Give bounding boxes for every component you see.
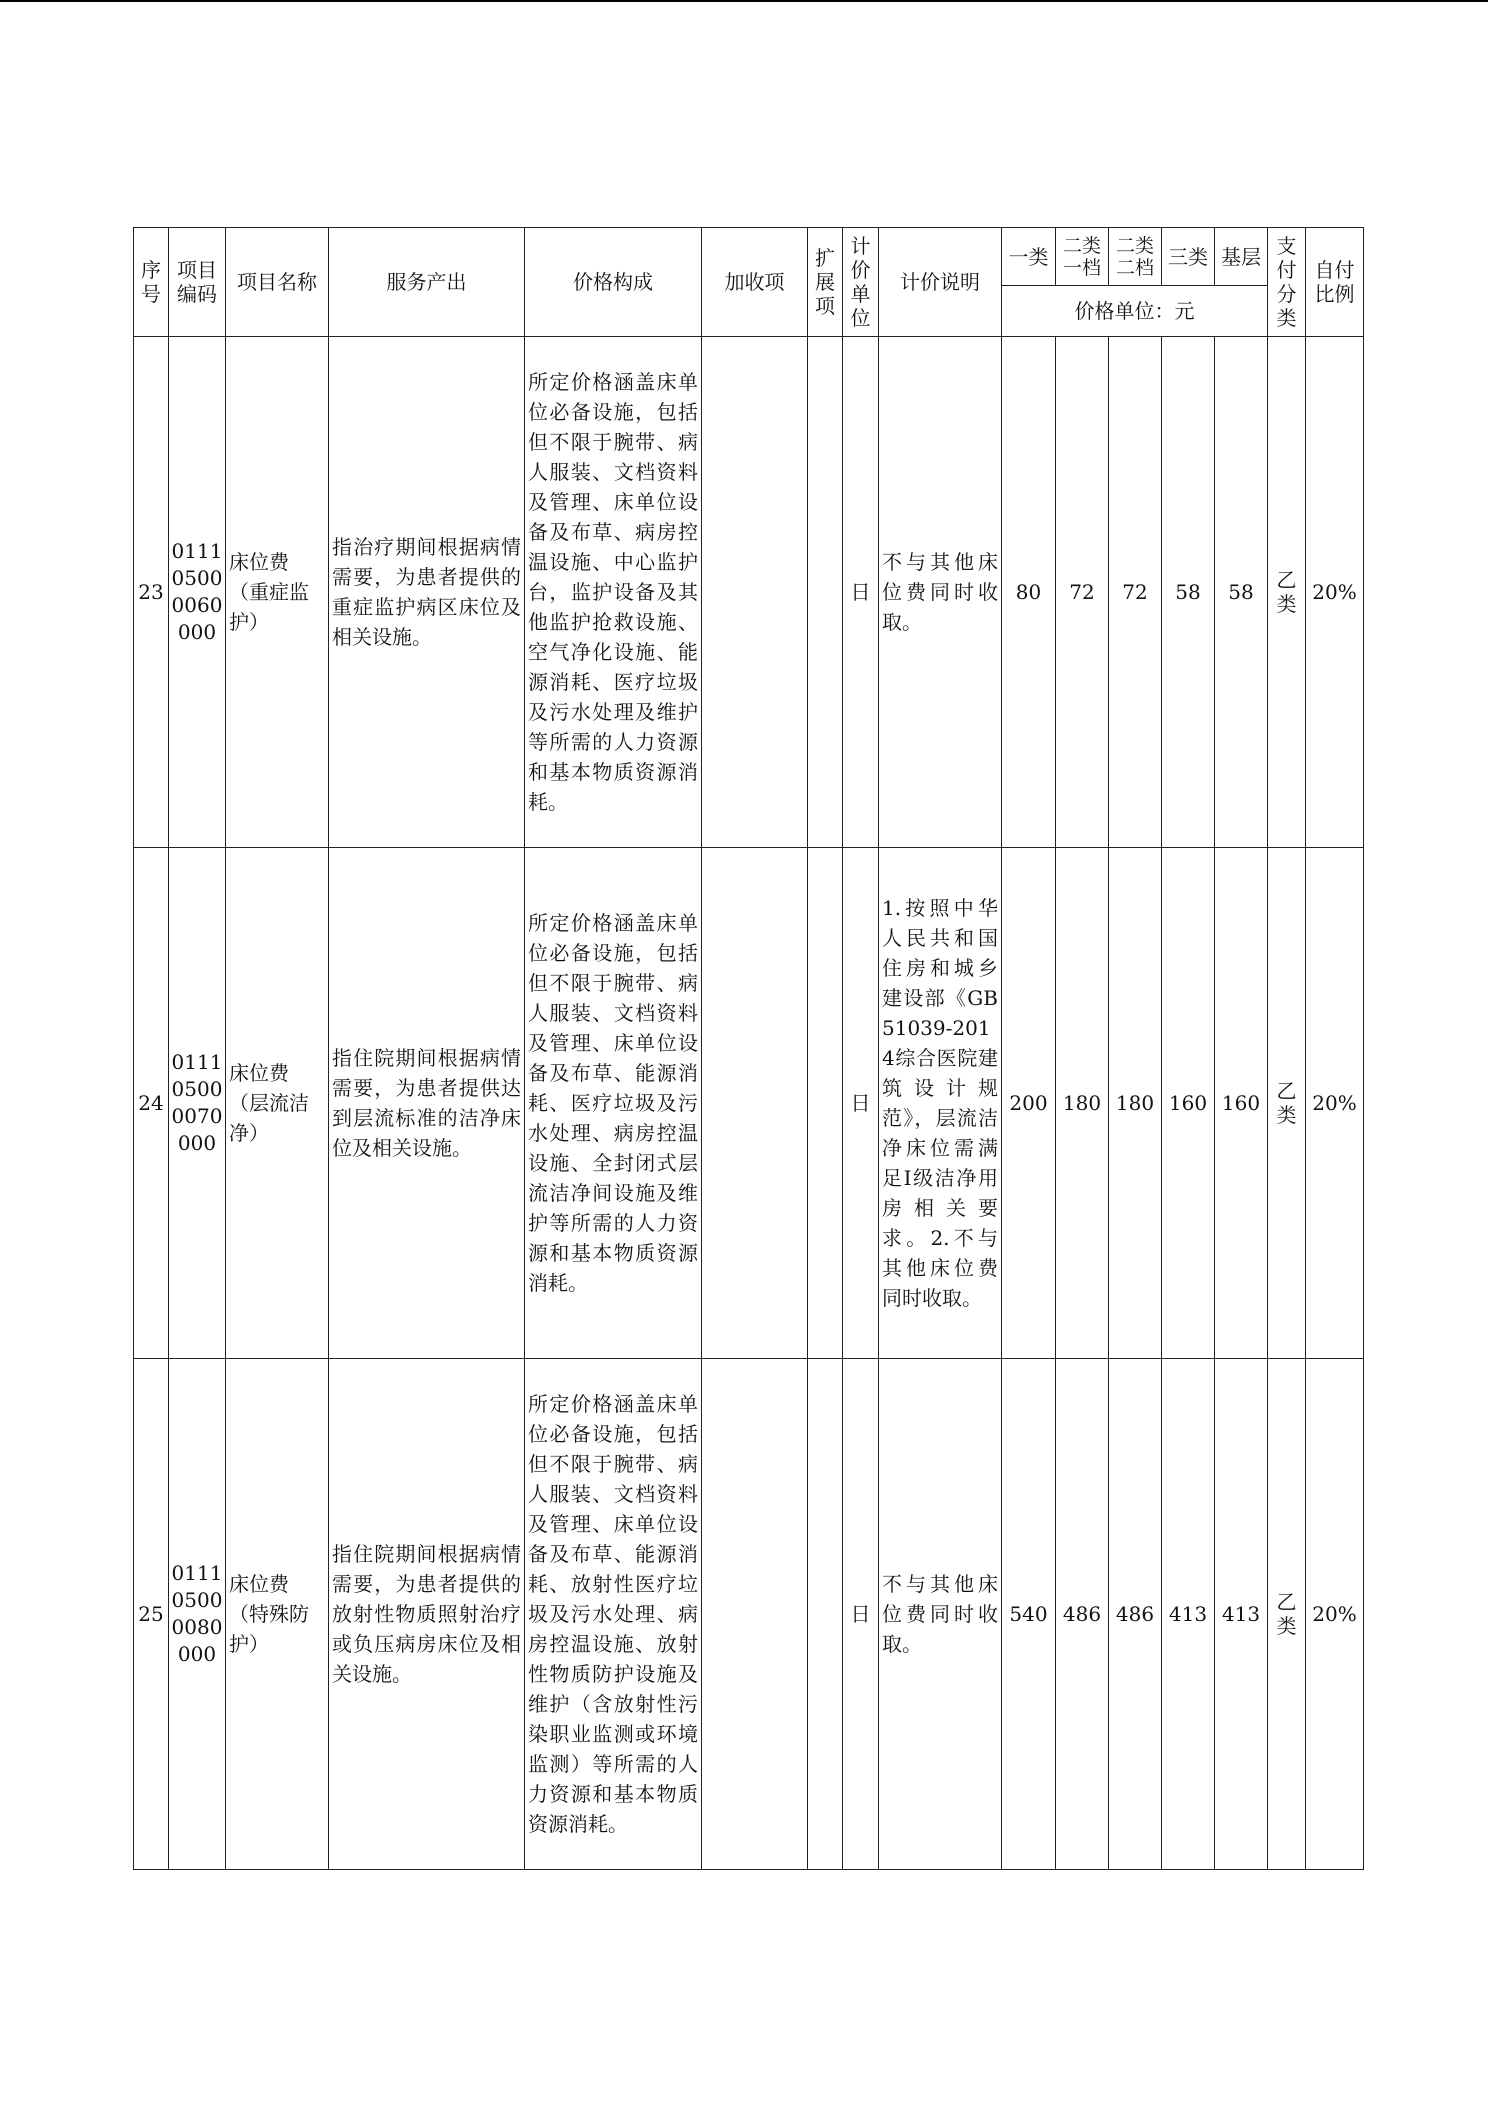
cell-code: 0111 0500 0060 000 <box>169 337 226 848</box>
cell-class3: 160 <box>1162 848 1215 1359</box>
cell-seq: 25 <box>134 1359 169 1870</box>
header-composition: 价格构成 <box>525 228 702 337</box>
cell-class2a: 72 <box>1056 337 1109 848</box>
header-row <box>134 228 1364 286</box>
header-payment: 支付分类 <box>1268 228 1306 337</box>
header-note: 计价说明 <box>879 228 1002 337</box>
cell-note: 不与其他床位费同时收取。 <box>879 337 1002 848</box>
cell-self-pay: 20% <box>1306 848 1364 1359</box>
cell-code: 0111 0500 0070 000 <box>169 848 226 1359</box>
cell-note: 不与其他床位费同时收取。 <box>879 1359 1002 1870</box>
cell-class1: 540 <box>1002 1359 1056 1870</box>
cell-self-pay: 20% <box>1306 1359 1364 1870</box>
header-grassroots: 基层 <box>1215 228 1268 286</box>
cell-composition: 所定价格涵盖床单位必备设施，包括但不限于腕带、病人服装、文档资料及管理、床单位设备及布草、病房控温设施、中心监护台，监护设备及其他监护抢救设施、空气净化设施、能源消耗、医疗垃圾及污水处理及维护等所需的人力资源和基本物质资源消耗。 <box>525 337 702 848</box>
header-extension: 扩展项 <box>808 228 843 337</box>
cell-extension <box>808 848 843 1359</box>
header-class2b: 二类二档 <box>1109 228 1162 286</box>
cell-grassroots: 413 <box>1215 1359 1268 1870</box>
cell-surcharge <box>702 1359 808 1870</box>
header-code: 项目编码 <box>169 228 226 337</box>
cell-class3: 413 <box>1162 1359 1215 1870</box>
cell-class2b: 486 <box>1109 1359 1162 1870</box>
cell-unit: 日 <box>843 337 879 848</box>
cell-extension <box>808 1359 843 1870</box>
cell-name: 床位费（层流洁净） <box>226 848 329 1359</box>
cell-payment: 乙类 <box>1268 1359 1306 1870</box>
cell-name: 床位费（特殊防护） <box>226 1359 329 1870</box>
header-service: 服务产出 <box>329 228 525 337</box>
cell-payment: 乙类 <box>1268 848 1306 1359</box>
cell-unit: 日 <box>843 1359 879 1870</box>
header-class3: 三类 <box>1162 228 1215 286</box>
cell-payment: 乙类 <box>1268 337 1306 848</box>
cell-name: 床位费（重症监护） <box>226 337 329 848</box>
cell-composition: 所定价格涵盖床单位必备设施，包括但不限于腕带、病人服装、文档资料及管理、床单位设备及布草、能源消耗、放射性医疗垃圾及污水处理、病房控温设施、放射性物质防护设施及维护（含放射性污染职业监测或环境监测）等所需的人力资源和基本物质资源消耗。 <box>525 1359 702 1870</box>
header-surcharge: 加收项 <box>702 228 808 337</box>
cell-seq: 24 <box>134 848 169 1359</box>
header-price-unit: 价格单位：元 <box>1002 286 1268 337</box>
cell-service: 指住院期间根据病情需要，为患者提供的放射性物质照射治疗或负压病房床位及相关设施。 <box>329 1359 525 1870</box>
cell-seq: 23 <box>134 337 169 848</box>
header-class2a: 二类一档 <box>1056 228 1109 286</box>
cell-grassroots: 160 <box>1215 848 1268 1359</box>
cell-class1: 80 <box>1002 337 1056 848</box>
header-seq: 序号 <box>134 228 169 337</box>
cell-service: 指住院期间根据病情需要，为患者提供达到层流标准的洁净床位及相关设施。 <box>329 848 525 1359</box>
header-self-pay: 自付比例 <box>1306 228 1364 337</box>
table-row <box>134 1359 1364 1870</box>
cell-surcharge <box>702 337 808 848</box>
header-class1: 一类 <box>1002 228 1056 286</box>
cell-grassroots: 58 <box>1215 337 1268 848</box>
price-table <box>133 227 1364 1870</box>
cell-code: 0111 0500 0080 000 <box>169 1359 226 1870</box>
cell-note: 1.按照中华人民共和国住房和城乡建设部《GB51039-2014综合医院建筑设计规范》，层流洁净床位需满足I级洁净用房相关要求。2.不与其他床位费同时收取。 <box>879 848 1002 1359</box>
cell-surcharge <box>702 848 808 1359</box>
cell-class2b: 180 <box>1109 848 1162 1359</box>
cell-class2a: 486 <box>1056 1359 1109 1870</box>
cell-service: 指治疗期间根据病情需要，为患者提供的重症监护病区床位及相关设施。 <box>329 337 525 848</box>
cell-class1: 200 <box>1002 848 1056 1359</box>
header-unit: 计价单位 <box>843 228 879 337</box>
page-top-border <box>0 0 1488 2</box>
cell-class2b: 72 <box>1109 337 1162 848</box>
cell-composition: 所定价格涵盖床单位必备设施，包括但不限于腕带、病人服装、文档资料及管理、床单位设备及布草、能源消耗、医疗垃圾及污水处理、病房控温设施、全封闭式层流洁净间设施及维护等所需的人力资源和基本物质资源消耗。 <box>525 848 702 1359</box>
cell-self-pay: 20% <box>1306 337 1364 848</box>
cell-extension <box>808 337 843 848</box>
cell-class3: 58 <box>1162 337 1215 848</box>
table-row <box>134 337 1364 848</box>
cell-unit: 日 <box>843 848 879 1359</box>
cell-class2a: 180 <box>1056 848 1109 1359</box>
table-row <box>134 848 1364 1359</box>
header-name: 项目名称 <box>226 228 329 337</box>
